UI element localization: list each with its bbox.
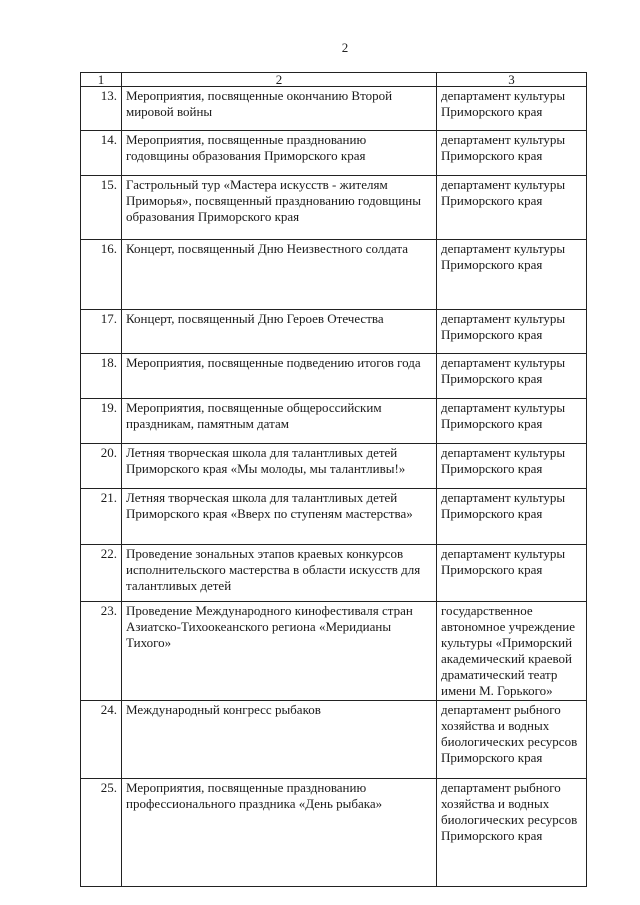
table-row xyxy=(81,701,587,779)
event-name: Проведение зональных этапов краевых конкурсов исполнительского мастерства в области искусств для талантливых детей xyxy=(122,545,437,602)
responsible-dept: департамент культуры Приморского края xyxy=(437,489,587,545)
page-number: 2 xyxy=(341,40,349,55)
event-name: Концерт, посвященный Дню Героев Отечества xyxy=(122,310,437,354)
events-table xyxy=(80,72,587,887)
header-col-1: 1 xyxy=(81,73,122,87)
row-number: 21. xyxy=(81,489,122,545)
row-number: 13. xyxy=(81,87,122,131)
responsible-dept: департамент культуры Приморского края xyxy=(437,87,587,131)
table-row xyxy=(81,489,587,545)
responsible-dept: департамент культуры Приморского края xyxy=(437,310,587,354)
event-name: Мероприятия, посвященные окончанию Второй мировой войны xyxy=(122,87,437,131)
event-name: Гастрольный тур «Мастера искусств - жителям Приморья», посвященный празднованию годовщины образования Приморского края xyxy=(122,176,437,240)
event-name: Мероприятия, посвященные подведению итогов года xyxy=(122,354,437,399)
row-number: 25. xyxy=(81,779,122,887)
responsible-dept: государственное автономное учреждение культуры «Приморский академический краевой драматический театр имени М. Горького» xyxy=(437,602,587,701)
table-row xyxy=(81,444,587,489)
row-number: 20. xyxy=(81,444,122,489)
table-row xyxy=(81,87,587,131)
responsible-dept: департамент рыбного хозяйства и водных биологических ресурсов Приморского края xyxy=(437,779,587,887)
responsible-dept: департамент культуры Приморского края xyxy=(437,354,587,399)
event-name: Проведение Международного кинофестиваля стран Азиатско-Тихоокеанского региона «Меридианы Тихого» xyxy=(122,602,437,701)
responsible-dept: департамент культуры Приморского края xyxy=(437,399,587,444)
row-number: 23. xyxy=(81,602,122,701)
table-row xyxy=(81,176,587,240)
header-col-3: 3 xyxy=(437,73,587,87)
event-name: Концерт, посвященный Дню Неизвестного солдата xyxy=(122,240,437,310)
table-row xyxy=(81,399,587,444)
table-row xyxy=(81,240,587,310)
event-name: Мероприятия, посвященные празднованию профессионального праздника «День рыбака» xyxy=(122,779,437,887)
row-number: 24. xyxy=(81,701,122,779)
header-col-2: 2 xyxy=(122,73,437,87)
row-number: 22. xyxy=(81,545,122,602)
row-number: 18. xyxy=(81,354,122,399)
table-row xyxy=(81,545,587,602)
responsible-dept: департамент культуры Приморского края xyxy=(437,131,587,176)
row-number: 16. xyxy=(81,240,122,310)
table-row xyxy=(81,131,587,176)
responsible-dept: департамент культуры Приморского края xyxy=(437,240,587,310)
row-number: 15. xyxy=(81,176,122,240)
row-number: 19. xyxy=(81,399,122,444)
event-name: Международный конгресс рыбаков xyxy=(122,701,437,779)
event-name: Мероприятия, посвященные общероссийским праздникам, памятным датам xyxy=(122,399,437,444)
table-row xyxy=(81,779,587,887)
event-name: Летняя творческая школа для талантливых детей Приморского края «Мы молоды, мы талантливы!» xyxy=(122,444,437,489)
responsible-dept: департамент рыбного хозяйства и водных биологических ресурсов Приморского края xyxy=(437,701,587,779)
event-name: Мероприятия, посвященные празднованию годовщины образования Приморского края xyxy=(122,131,437,176)
row-number: 17. xyxy=(81,310,122,354)
table-row xyxy=(81,310,587,354)
row-number: 14. xyxy=(81,131,122,176)
table-row xyxy=(81,354,587,399)
responsible-dept: департамент культуры Приморского края xyxy=(437,176,587,240)
header-row xyxy=(81,73,587,87)
responsible-dept: департамент культуры Приморского края xyxy=(437,545,587,602)
event-name: Летняя творческая школа для талантливых детей Приморского края «Вверх по ступеням мастерства» xyxy=(122,489,437,545)
responsible-dept: департамент культуры Приморского края xyxy=(437,444,587,489)
table-row xyxy=(81,602,587,701)
